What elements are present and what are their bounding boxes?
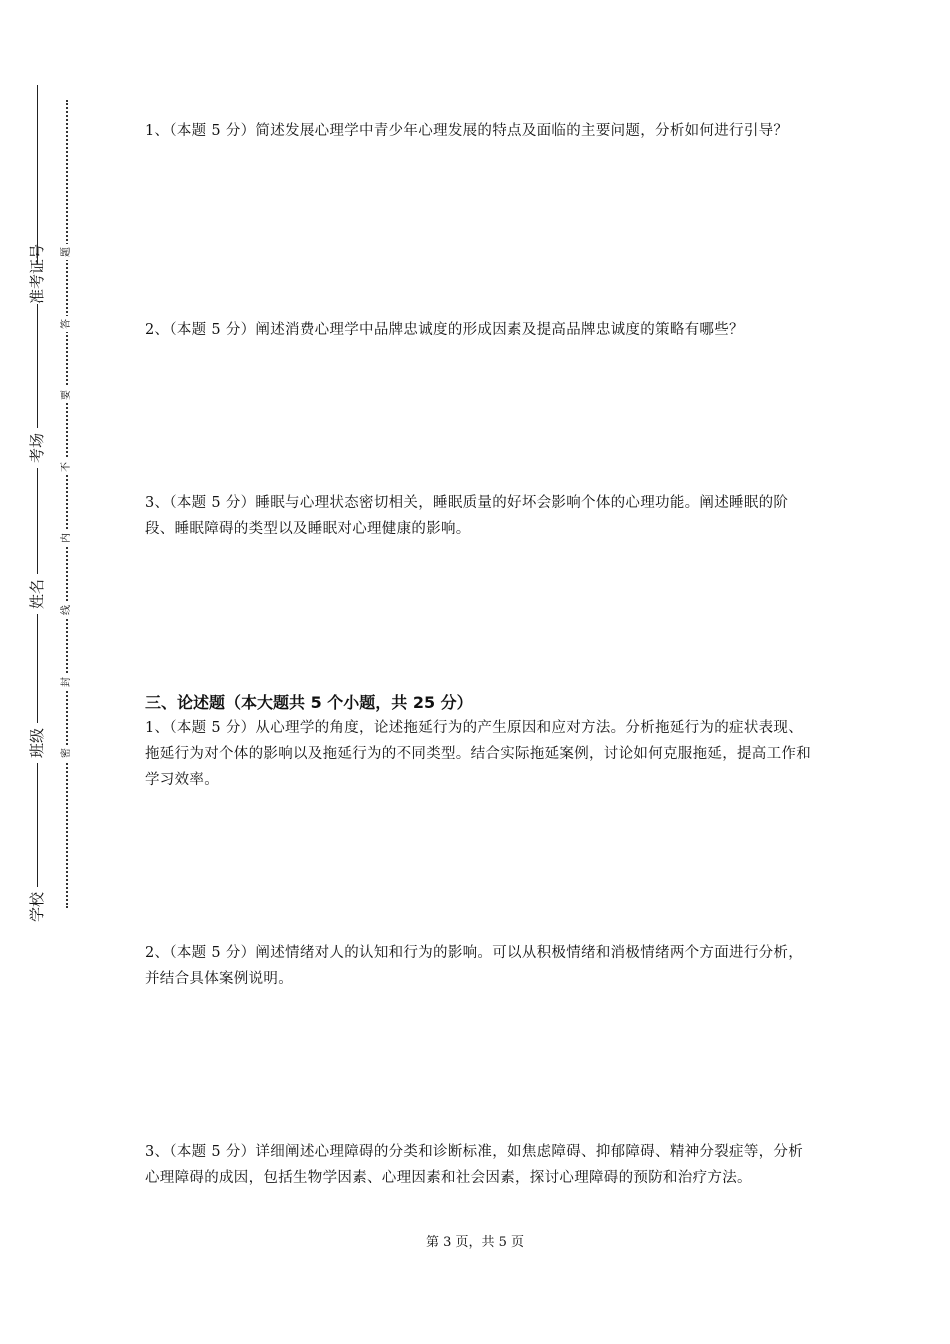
question-number: 1、 [145, 123, 170, 139]
question-number: 3、 [145, 1144, 170, 1160]
field-label-school: 学校 [17, 887, 57, 927]
field-label-exam-room: 考场 [17, 428, 57, 468]
question-text: （本题 5 分）简述发展心理学中青少年心理发展的特点及面临的主要问题，分析如何进行引导？ [169, 123, 789, 139]
seal-dotted-line [66, 100, 68, 908]
question-text: （本题 5 分）睡眠与心理状态密切相关，睡眠质量的好坏会影响个体的心理功能。阐述睡眠的阶段、睡眠障碍的类型以及睡眠对心理健康的影响。 [145, 495, 789, 537]
field-label-name: 姓名 [17, 574, 57, 614]
seal-char: 要 [59, 387, 75, 403]
seal-char: 线 [59, 602, 75, 618]
field-label-exam-number: 准考证号 [17, 264, 57, 304]
question-text: （本题 5 分）从心理学的角度，论述拖延行为的产生原因和应对方法。分析拖延行为的症状表现、拖延行为对个体的影响以及拖延行为的不同类型。结合实际拖延案例，讨论如何克服拖延，提高工作和学习效率。 [145, 720, 811, 788]
seal-char: 封 [59, 674, 75, 690]
seal-char: 答 [59, 316, 75, 332]
question-number: 3、 [145, 495, 170, 511]
short-answer-question-1 [145, 118, 817, 144]
question-number: 1、 [145, 720, 170, 736]
field-label-class: 班级 [17, 723, 57, 763]
question-text: （本题 5 分）详细阐述心理障碍的分类和诊断标准，如焦虑障碍、抑郁障碍、精神分裂症等，分析心理障碍的成因，包括生物学因素、心理因素和社会因素，探讨心理障碍的预防和治疗方法。 [145, 1144, 804, 1186]
essay-question-1 [145, 715, 817, 793]
seal-char: 不 [59, 459, 75, 475]
question-number: 2、 [145, 322, 170, 338]
seal-char: 密 [59, 745, 75, 761]
seal-char: 题 [59, 244, 75, 260]
essay-question-3 [145, 1139, 817, 1191]
binding-solid-line [37, 85, 38, 915]
page-footer: 第 3 页，共 5 页 [425, 1235, 525, 1250]
question-text: （本题 5 分）阐述情绪对人的认知和行为的影响。可以从积极情绪和消极情绪两个方面进行分析，并结合具体案例说明。 [145, 945, 804, 987]
seal-char: 内 [59, 530, 75, 546]
short-answer-question-2 [145, 317, 817, 343]
question-text: （本题 5 分）阐述消费心理学中品牌忠诚度的形成因素及提高品牌忠诚度的策略有哪些？ [169, 322, 744, 338]
essay-question-2 [145, 940, 817, 992]
short-answer-question-3 [145, 490, 817, 542]
question-number: 2、 [145, 945, 170, 961]
section-three-title: 三、论述题（本大题共 5 个小题，共 25 分） [145, 693, 473, 712]
